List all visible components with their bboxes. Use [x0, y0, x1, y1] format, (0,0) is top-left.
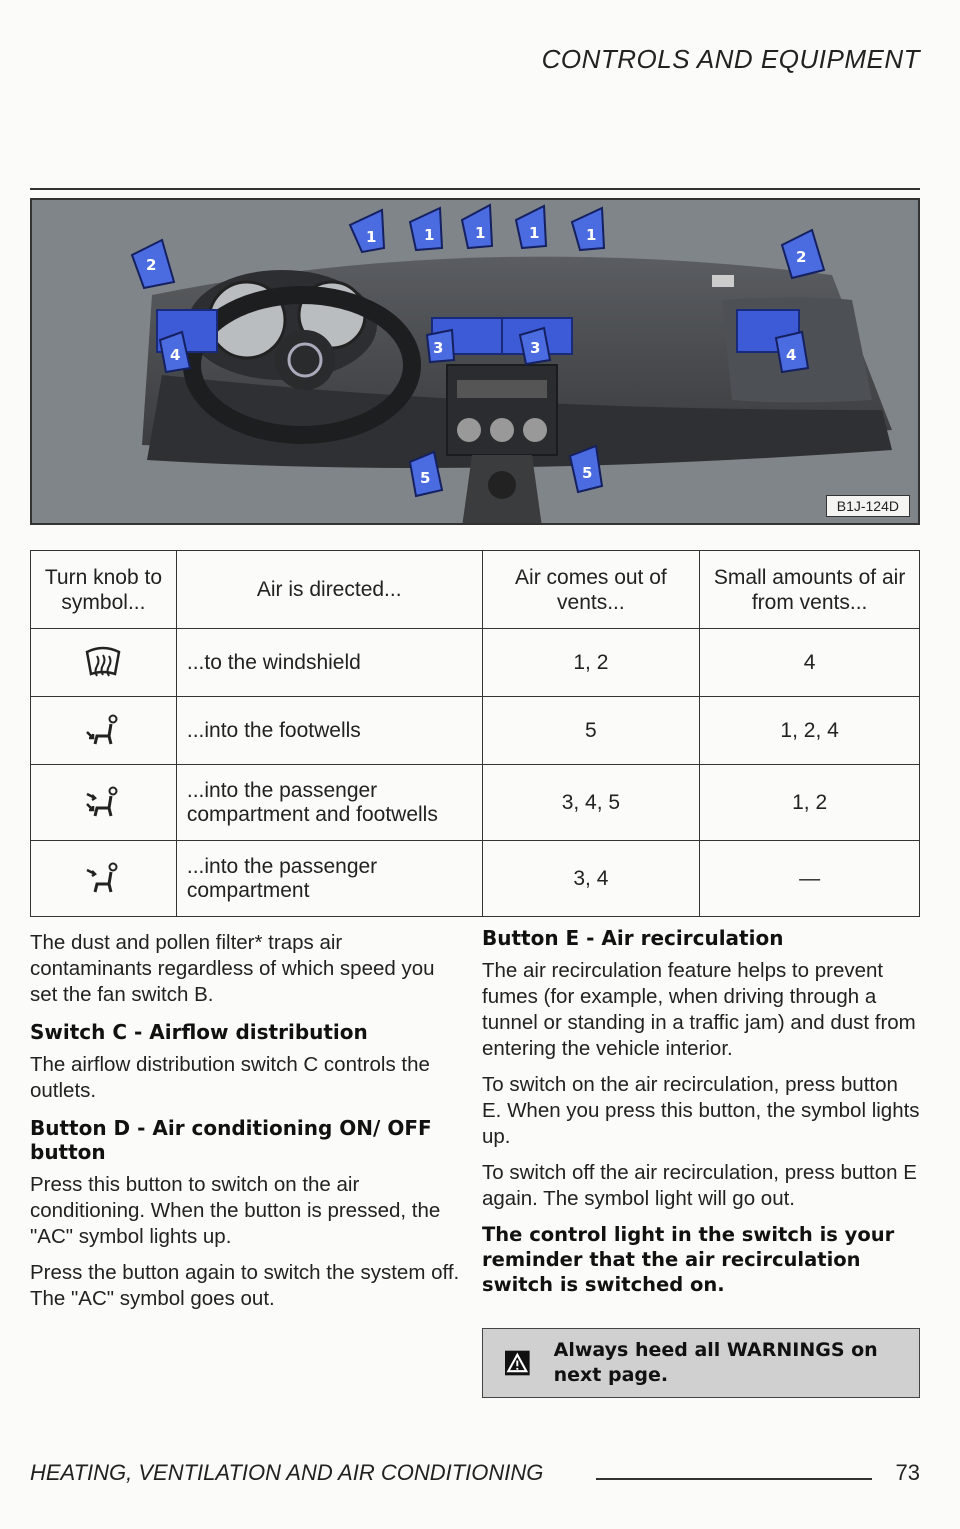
svg-text:1: 1: [586, 226, 597, 244]
vents-cell: 3, 4: [482, 841, 700, 917]
button-d-off-paragraph: Press the button again to switch the system off. The "AC" symbol goes out.: [30, 1261, 460, 1310]
small-cell: —: [700, 841, 920, 917]
svg-text:5: 5: [582, 464, 593, 482]
button-d-paragraph: Press this button to switch on the air conditioning. When the button is pressed, the "AC" symbol lights up.: [30, 1173, 441, 1248]
header-cell: Turn knob to symbol...: [31, 551, 177, 629]
directed-cell: ...to the windshield: [176, 629, 482, 697]
svg-text:1: 1: [529, 224, 540, 242]
right-column: [482, 926, 920, 1307]
svg-text:4: 4: [786, 346, 797, 364]
svg-text:1: 1: [366, 228, 377, 246]
svg-text:3: 3: [433, 339, 444, 357]
small-cell: 1, 2, 4: [700, 697, 920, 765]
table-row: [31, 697, 920, 765]
header-rule: [30, 188, 920, 190]
svg-text:2: 2: [146, 256, 157, 274]
svg-text:5: 5: [420, 469, 431, 487]
switch-c-heading: Switch C - Airflow distribution: [30, 1020, 368, 1044]
header-cell: Air comes out of vents...: [482, 551, 700, 629]
page-number: 73: [895, 1460, 920, 1485]
left-column: [30, 930, 462, 1322]
table-row: [31, 765, 920, 841]
filter-paragraph: The dust and pollen filter* traps air contaminants regardless of which speed you set the fan switch B.: [30, 931, 435, 1006]
svg-text:1: 1: [475, 224, 486, 242]
table-row: [31, 841, 920, 917]
figure-code: B1J-124D: [826, 495, 910, 517]
directed-cell: ...into the passenger compartment and footwells: [176, 765, 482, 841]
svg-text:1: 1: [424, 226, 435, 244]
button-d-heading: Button D - Air conditioning ON/ OFF button: [30, 1116, 432, 1164]
button-e-heading: Button E - Air recirculation: [482, 926, 784, 950]
recirc-paragraph: The air recirculation feature helps to prevent fumes (for example, when driving through a tunnel or standing in a traffic jam) and dust from entering the vehicle interior.: [482, 959, 916, 1060]
warning-text: Always heed all WARNINGS on next page.: [553, 1339, 878, 1386]
recirc-on-paragraph: To switch on the air recirculation, press button E. When you press this button, the symbol lights up.: [482, 1073, 920, 1148]
passenger-footwell-icon: [31, 765, 177, 841]
directed-cell: ...into the footwells: [176, 697, 482, 765]
warning-box: [482, 1328, 920, 1398]
recirc-off-paragraph: To switch off the air recirculation, press button E again. The symbol light will go out.: [482, 1161, 917, 1210]
airflow-table: [30, 550, 920, 917]
svg-text:4: 4: [170, 346, 181, 364]
passenger-icon: [31, 841, 177, 917]
page-header: CONTROLS AND EQUIPMENT: [541, 44, 920, 74]
switch-c-paragraph: The airflow distribution switch C controls the outlets.: [30, 1053, 430, 1102]
header-cell: Small amounts of air from vents...: [700, 551, 920, 629]
dashboard-figure: [30, 198, 920, 525]
svg-text:2: 2: [796, 248, 807, 266]
control-light-note: The control light in the switch is your reminder that the air recirculation switch is switched on.: [482, 1223, 895, 1296]
windshield-defrost-icon: [31, 629, 177, 697]
directed-cell: ...into the passenger compartment: [176, 841, 482, 917]
warning-icon: [505, 1348, 530, 1378]
footwell-icon: [31, 697, 177, 765]
table-header-row: [31, 551, 920, 629]
footer-rule: [596, 1478, 872, 1480]
header-cell: Air is directed...: [176, 551, 482, 629]
page-footer: [30, 1460, 920, 1490]
vents-cell: 1, 2: [482, 629, 700, 697]
vents-cell: 5: [482, 697, 700, 765]
small-cell: 4: [700, 629, 920, 697]
vents-cell: 3, 4, 5: [482, 765, 700, 841]
dashboard-illustration: [32, 200, 920, 525]
footer-title: HEATING, VENTILATION AND AIR CONDITIONING: [30, 1460, 544, 1485]
table-row: [31, 629, 920, 697]
small-cell: 1, 2: [700, 765, 920, 841]
svg-text:3: 3: [530, 339, 541, 357]
